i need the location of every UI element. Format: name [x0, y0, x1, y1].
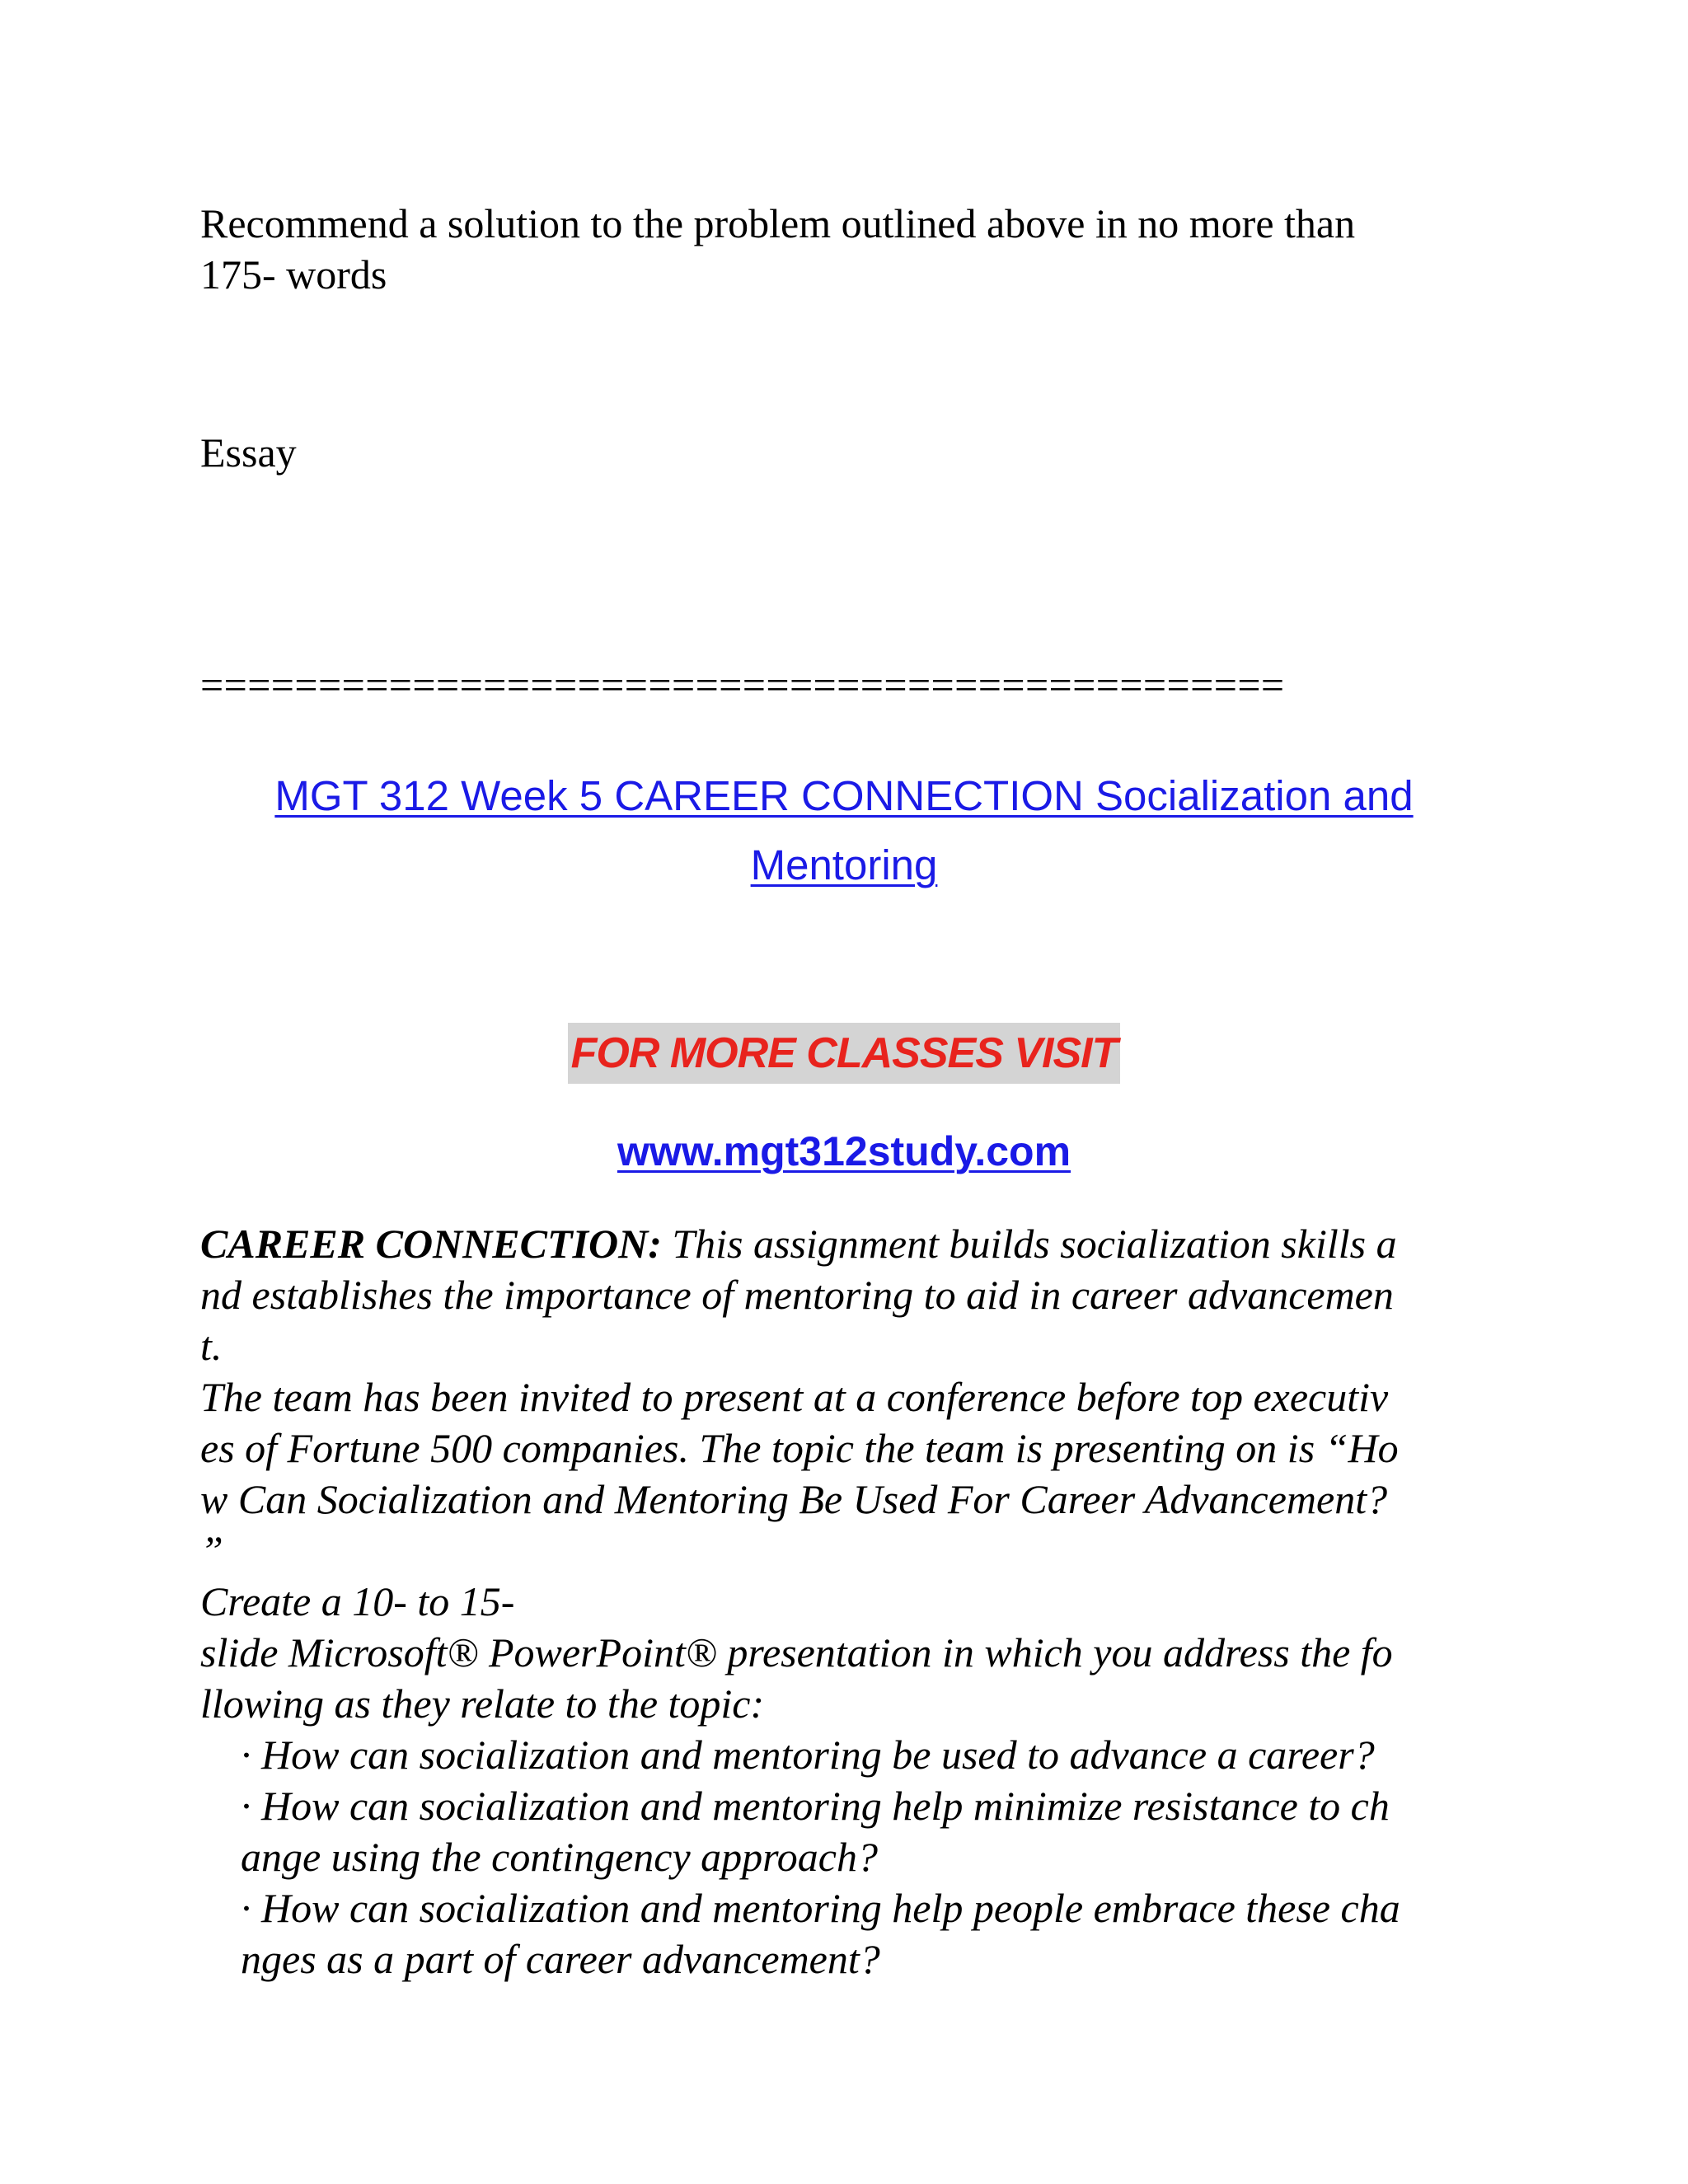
body-line: ”: [200, 1527, 223, 1573]
visit-label: FOR MORE CLASSES VISIT: [568, 1023, 1121, 1084]
intro-line: Recommend a solution to the problem outlined above in no more than: [200, 200, 1356, 246]
course-title-link[interactable]: [0, 762, 1688, 900]
intro-paragraph: [200, 198, 1355, 300]
body-line: nd establishes the importance of mentoring to aid in career advancemen: [200, 1272, 1394, 1318]
essay-label: Essay: [200, 429, 297, 476]
body-line: Create a 10- to 15-: [200, 1578, 515, 1624]
course-title-line[interactable]: Mentoring: [750, 841, 938, 888]
body-line: The team has been invited to present at a conference before top executiv: [200, 1374, 1389, 1420]
bullet-item: · How can socialization and mentoring be used to advance a career?: [241, 1732, 1375, 1778]
bullet-item: nges as a part of career advancement?: [241, 1936, 880, 1982]
body-line: This assignment builds socialization skills a: [661, 1221, 1397, 1267]
bullet-item: ange using the contingency approach?: [241, 1834, 878, 1880]
assignment-heading: CAREER CONNECTION:: [200, 1221, 662, 1267]
course-title-line[interactable]: MGT 312 Week 5 CAREER CONNECTION Socialization and: [274, 772, 1414, 819]
body-line: slide Microsoft® PowerPoint® presentation in which you address the fo: [200, 1629, 1393, 1675]
body-line: llowing as they relate to the topic:: [200, 1680, 765, 1727]
promo-url-block[interactable]: [0, 1122, 1688, 1180]
promo-visit: [0, 1023, 1688, 1084]
intro-line: 175- words: [200, 251, 387, 298]
website-link[interactable]: www.mgt312study.com: [617, 1128, 1071, 1174]
body-line: t.: [200, 1323, 223, 1369]
body-line: w Can Socialization and Mentoring Be Used For Career Advancement?: [200, 1476, 1388, 1522]
bullet-item: · How can socialization and mentoring help people embrace these cha: [241, 1885, 1400, 1931]
assignment-body: [200, 1218, 1536, 1985]
separator-line: ==============================================: [200, 662, 1285, 708]
body-line: es of Fortune 500 companies. The topic the team is presenting on is “Ho: [200, 1425, 1399, 1471]
bullet-item: · How can socialization and mentoring help minimize resistance to ch: [241, 1783, 1390, 1829]
